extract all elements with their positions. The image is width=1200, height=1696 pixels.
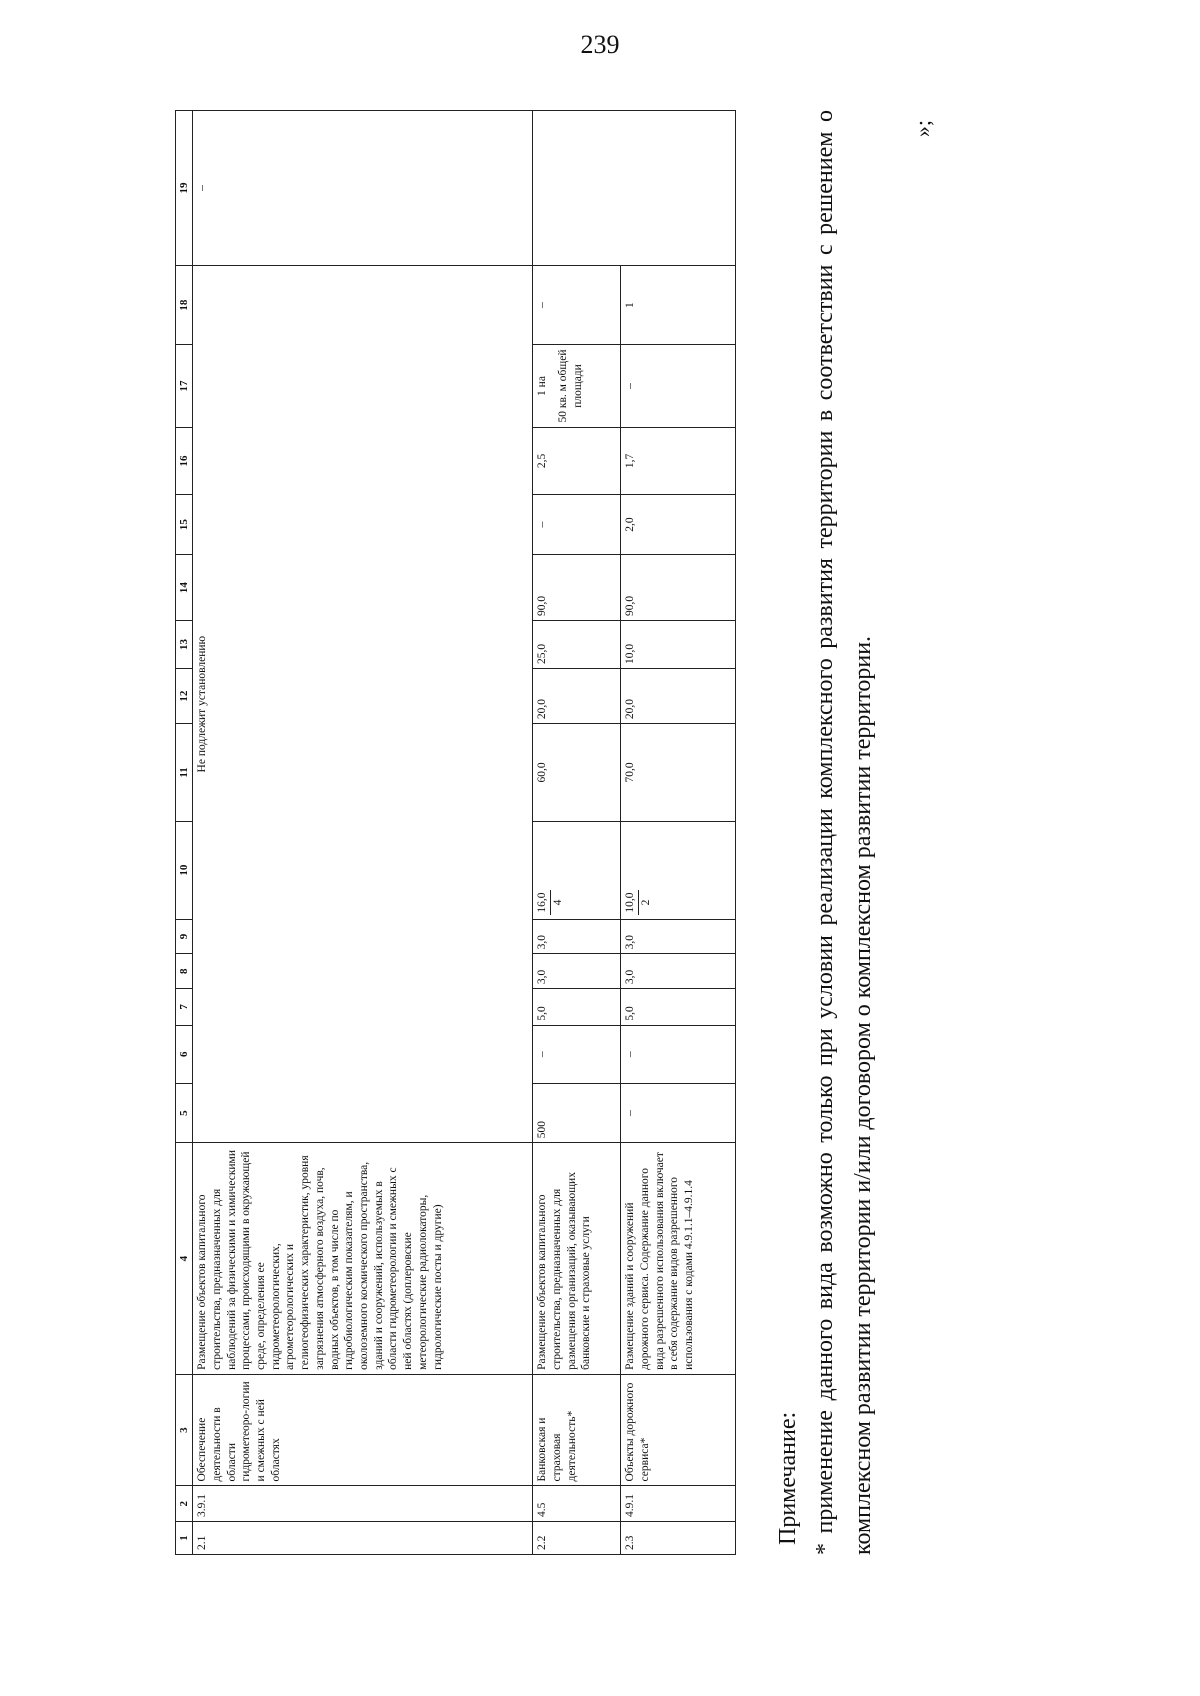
cell-12: 20,0 <box>621 668 736 723</box>
row-name: Обеспечение деятельности в области гидрометеоро-логии и смежных с ней областях <box>193 1374 533 1486</box>
row-number: 2.3 <box>621 1522 736 1555</box>
header-cell: 5 <box>176 1083 193 1142</box>
header-cell: 6 <box>176 1025 193 1083</box>
cell-8: 3,0 <box>621 954 736 989</box>
header-cell: 10 <box>176 821 193 919</box>
header-cell: 17 <box>176 345 193 428</box>
cell-7: 5,0 <box>621 989 736 1026</box>
cell-6: – <box>533 1025 621 1083</box>
fraction-bottom: 2 <box>639 899 652 906</box>
row-code: 3.9.1 <box>193 1486 533 1522</box>
page-number: 239 <box>580 30 620 59</box>
cell-18: – <box>533 266 621 345</box>
row-number: 2.2 <box>533 1522 621 1555</box>
closing-quote: »; <box>910 120 935 138</box>
cell-15: – <box>533 495 621 555</box>
cell-17 <box>533 345 621 428</box>
cell-12: 20,0 <box>533 668 621 723</box>
cell-11: 70,0 <box>621 724 736 822</box>
cell-18: 1 <box>621 266 736 345</box>
header-cell: 13 <box>176 621 193 669</box>
cell-16: 2,5 <box>533 427 621 494</box>
header-cell: 2 <box>176 1486 193 1522</box>
cell-10 <box>621 821 736 919</box>
cell-9: 3,0 <box>621 919 736 954</box>
header-cell: 4 <box>176 1143 193 1375</box>
note-text: * применение данного вида возможно только при условии реализации комплексного развития территории в соответствии с решением о комплексном развитии территории и/или договором о комплексном развитии территории. <box>812 110 876 1555</box>
cell-16: 1,7 <box>621 427 736 494</box>
cell-17 <box>621 345 736 428</box>
cell-6: – <box>621 1025 736 1083</box>
cell-13: 25,0 <box>533 621 621 669</box>
row-name: Банковская и страховая деятельность* <box>533 1374 621 1486</box>
row-description: Размещение объектов капитального строительства, предназначенных для наблюдений за физическими и химическими процессами, происходящими в окружающей среде, определения ее гидрометеорологических, агрометеорологических и гелиогеофизических характеристик, уровня загрязнения атмосферного воздуха, почв, водных объектов, в том числе по гидробиологическим показателям, и околоземного космического пространства, зданий и сооружений, используемых в области гидрометеорологии и смежных с ней областях (доплеровские метеорологические радиолокаторы, гидрологические посты и другие) <box>193 1143 533 1375</box>
header-cell: 18 <box>176 266 193 345</box>
table-row <box>193 111 533 1555</box>
cell-17-line-a: 1 на <box>536 376 549 396</box>
header-row <box>176 111 193 1555</box>
cell-13: 10,0 <box>621 621 736 669</box>
header-cell: 1 <box>176 1522 193 1555</box>
cell-9: 3,0 <box>533 919 621 954</box>
header-cell: 14 <box>176 555 193 621</box>
row-description: Размещение зданий и сооружений дорожного сервиса. Содержание данного вида разрешенного использования включает в себя содержание видов разрешенного использования с кодами 4.9.1.1–4.9.1.4 <box>621 1143 736 1375</box>
cell-11: 60,0 <box>533 724 621 822</box>
fraction <box>623 890 653 914</box>
header-cell: 8 <box>176 954 193 989</box>
table-row <box>621 111 736 1555</box>
cell-14: 90,0 <box>533 555 621 621</box>
note-title: Примечание: <box>775 1411 801 1545</box>
header-cell: 9 <box>176 919 193 954</box>
table-row <box>533 111 621 1555</box>
cell-17-line-a: – <box>624 383 637 389</box>
cell-19-empty <box>533 111 736 266</box>
cell-15: 2,0 <box>621 495 736 555</box>
header-cell: 3 <box>176 1374 193 1486</box>
header-cell: 11 <box>176 724 193 822</box>
header-cell: 19 <box>176 111 193 266</box>
cell-17-line-b: 50 кв. м общей площади <box>556 349 584 423</box>
fraction-top: 10,0 <box>623 890 639 914</box>
cell-8: 3,0 <box>533 954 621 989</box>
fraction-top: 16,0 <box>535 890 551 914</box>
row-name: Объекты дорожного сервиса* <box>621 1374 736 1486</box>
header-cell: 7 <box>176 989 193 1026</box>
cell-10 <box>533 821 621 919</box>
row-code: 4.9.1 <box>621 1486 736 1522</box>
cell-19: – <box>193 111 533 266</box>
merged-cell: Не подлежит установлению <box>193 266 533 1143</box>
regulations-table <box>175 110 736 1555</box>
cell-5: 500 <box>533 1083 621 1142</box>
fraction <box>535 890 565 914</box>
header-cell: 12 <box>176 668 193 723</box>
row-number: 2.1 <box>193 1522 533 1555</box>
row-code: 4.5 <box>533 1486 621 1522</box>
note-block <box>775 110 882 1555</box>
cell-5: – <box>621 1083 736 1142</box>
row-description: Размещение объектов капитального строительства, предназначенных для размещения организаций, оказывающих банковские и страховые услуги <box>533 1143 621 1375</box>
fraction-bottom: 4 <box>551 899 564 906</box>
rotated-content <box>175 110 975 1555</box>
cell-14: 90,0 <box>621 555 736 621</box>
cell-7: 5,0 <box>533 989 621 1026</box>
header-cell: 16 <box>176 427 193 494</box>
header-cell: 15 <box>176 495 193 555</box>
